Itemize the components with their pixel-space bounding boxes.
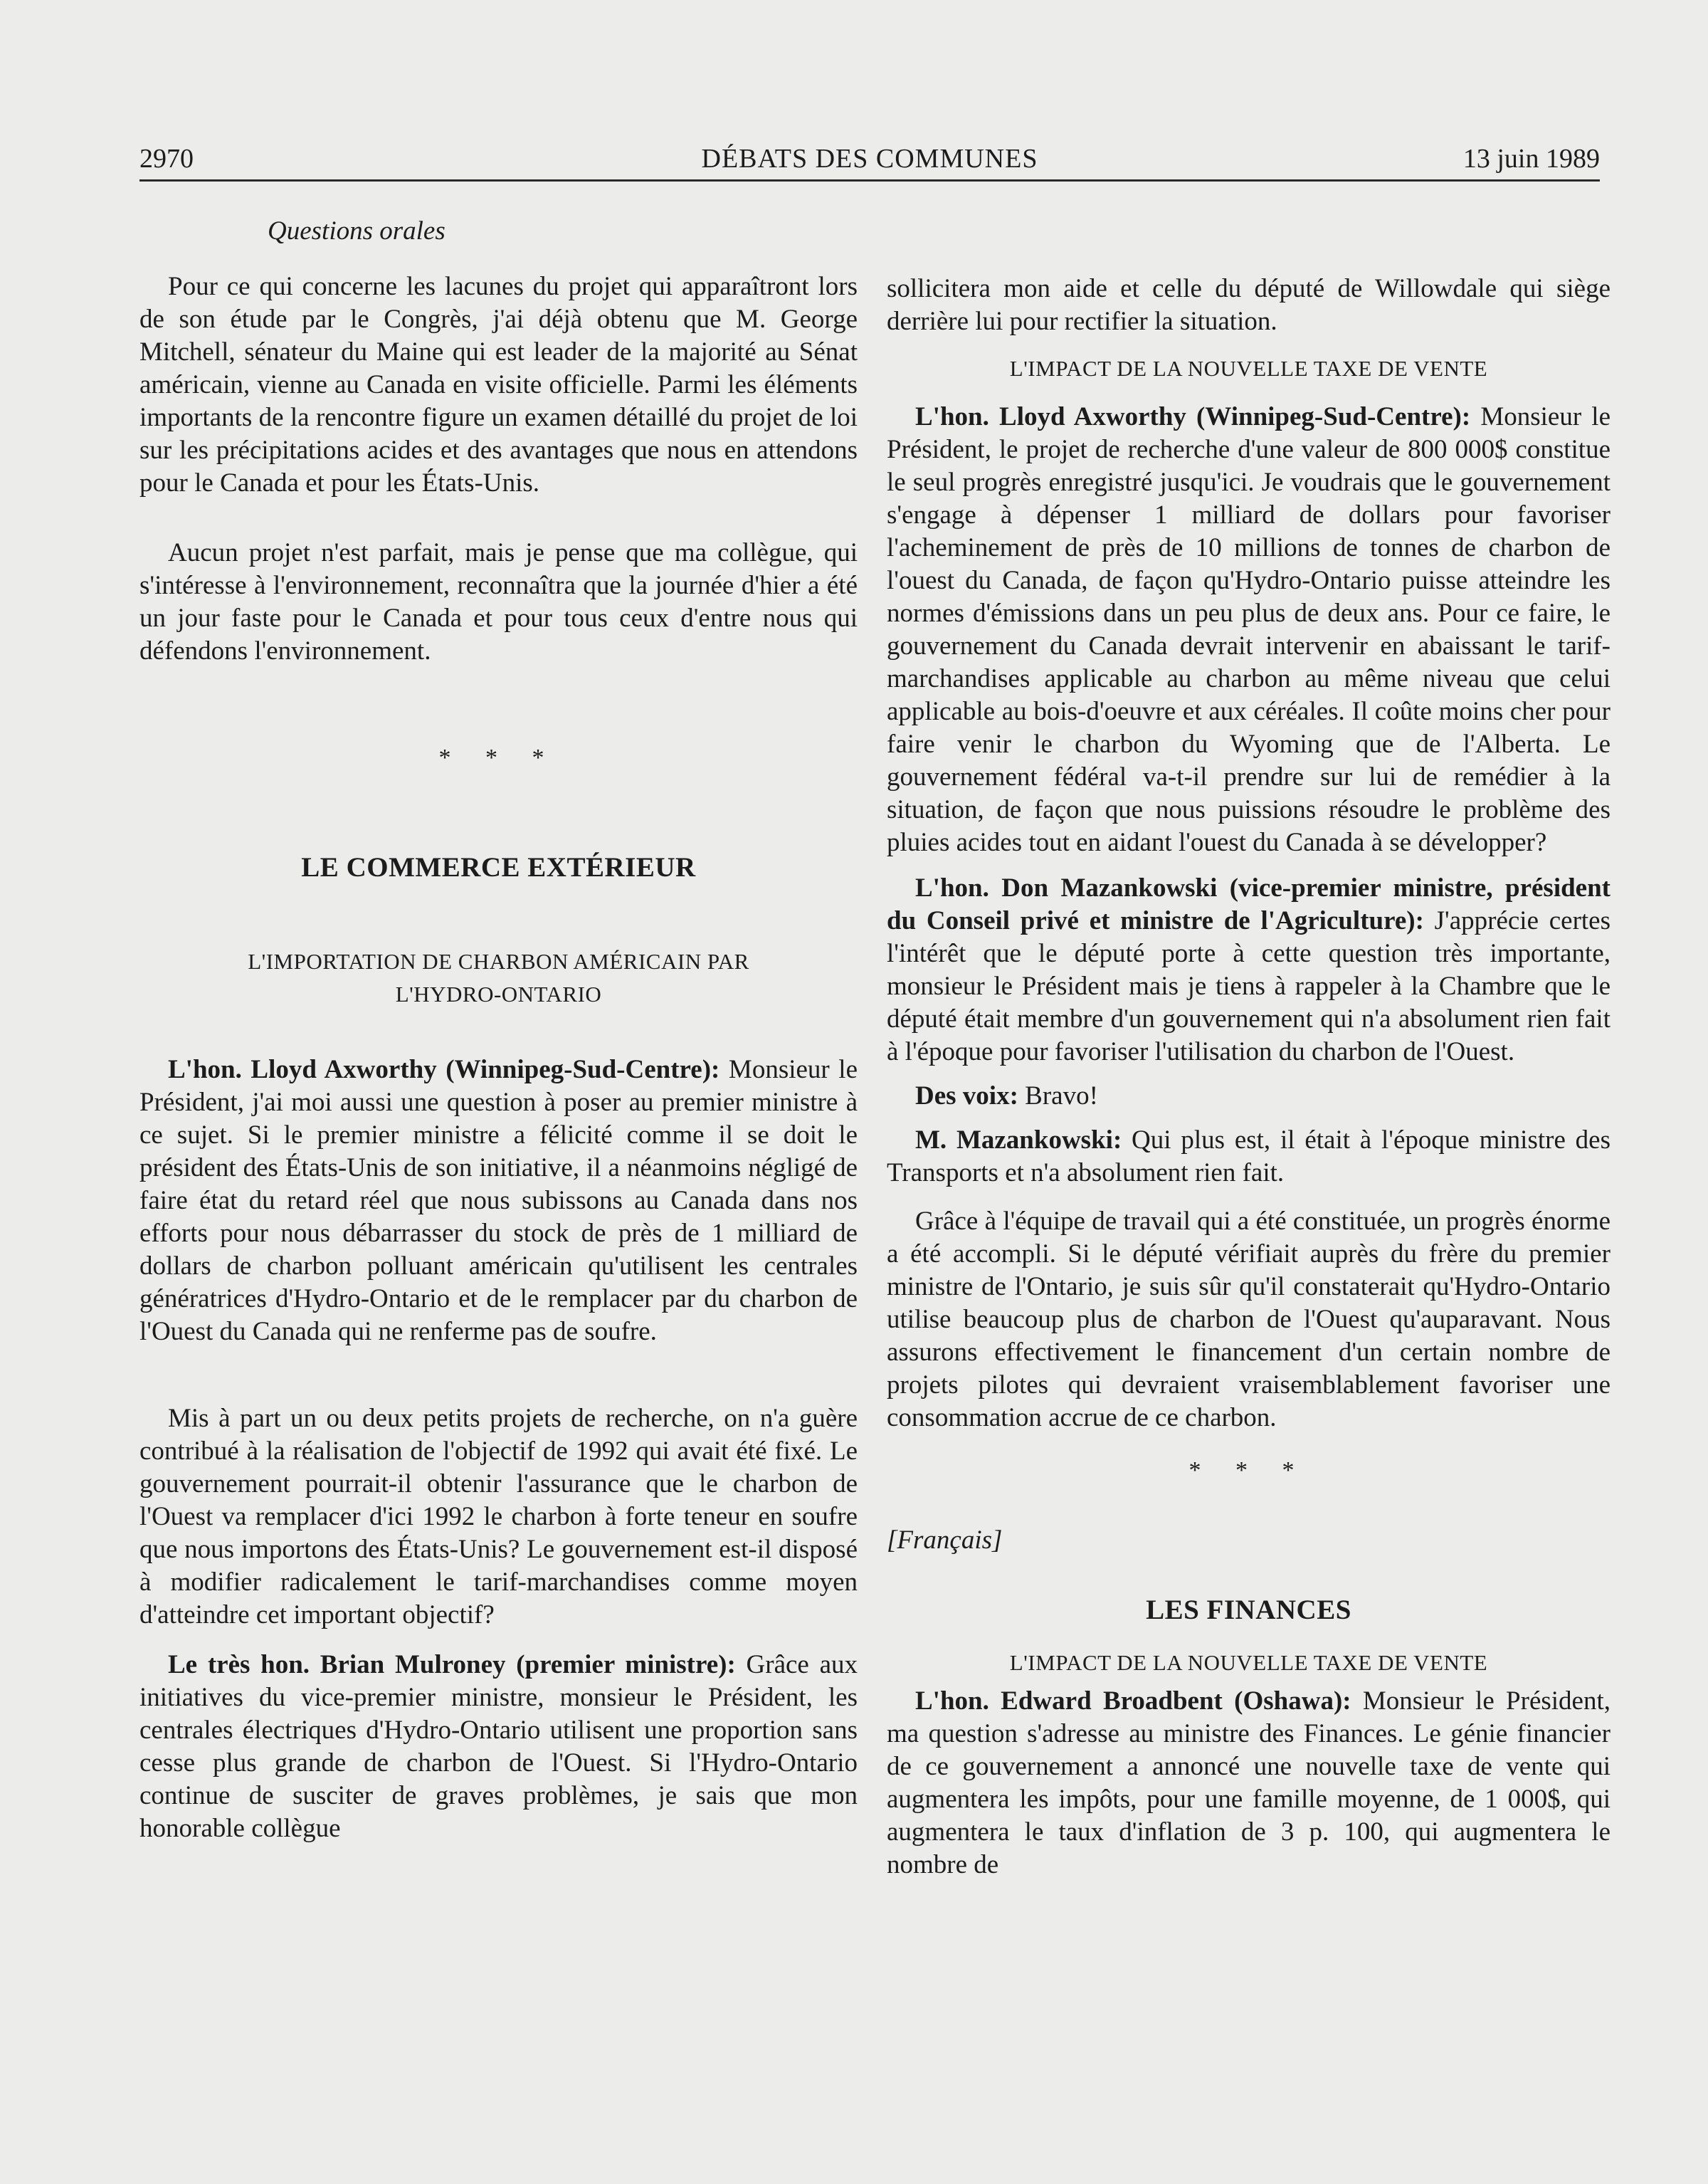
paragraph: Aucun projet n'est parfait, mais je pense que ma collègue, qui s'intéresse à l'environnement, reconnaîtra que la journée d'hier a été un jour faste pour le Canada et pour tous ceux d'entre nous qui défendons l'environnement. xyxy=(139,538,858,666)
section-separator: * * * xyxy=(438,745,559,771)
speaker-name: M. Mazankowski: xyxy=(915,1125,1122,1155)
speech-text: Grâce aux initiatives du vice-premier ministre, monsieur le Président, les centrales électriques d'Hydro-Ontario utilisent une proportion sans cesse plus grande de charbon de l'Ouest. Si l'Hydro-Ontario continue de susciter de graves problèmes, je sais que mon honorable collègue xyxy=(139,1650,858,1843)
publication-title: DÉBATS DES COMMUNES xyxy=(701,144,1038,174)
section-heading: LE COMMERCE EXTÉRIEUR xyxy=(301,852,696,883)
speaker-name: Le très hon. Brian Mulroney (premier ministre): xyxy=(168,1650,736,1679)
speech-text: Monsieur le Président, ma question s'adresse au ministre des Finances. Le génie financier de ce gouvernement a annoncé une nouvelle taxe de vente qui augmentera les impôts, pour une famille moyenne, de 1 000$, qui augmentera le taux d'inflation de 3 p. 100, qui augmentera le nombre de xyxy=(887,1686,1611,1879)
section-title: Questions orales xyxy=(268,216,446,246)
publication-date: 13 juin 1989 xyxy=(1462,144,1600,174)
speaker-name: L'hon. Lloyd Axworthy (Winnipeg-Sud-Centre): xyxy=(168,1055,720,1084)
speaker-name: L'hon. Lloyd Axworthy (Winnipeg-Sud-Centre): xyxy=(915,402,1471,431)
speech-paragraph xyxy=(887,401,1611,859)
paragraph: sollicitera mon aide et celle du député de Willowdale qui siège derrière lui pour rectifier la situation. xyxy=(887,274,1611,336)
speech-text: Monsieur le Président, le projet de recherche d'une valeur de 800 000$ constitue le seul progrès enregistré jusqu'ici. Je voudrais que le gouvernement s'engage à dépenser 1 milliard de dollars pour favoriser l'acheminement de près de 10 millions de tonnes de charbon de l'ouest du Canada, de façon qu'Hydro-Ontario puisse atteindre les normes d'émissions dans un peu plus de deux ans. Pour ce faire, le gouvernement du Canada devrait intervenir en abaissant le tarif-marchandises applicable au charbon au même niveau que celui applicable au bois-d'oeuvre et aux céréales. Il coûte moins cher pour faire venir le charbon du Wyoming que de l'Alberta. Le gouvernement fédéral va-t-il prendre sur lui de remédier à la situation, de façon que nous puissions résoudre le problème des pluies acides tout en aidant l'ouest du Canada à se développer? xyxy=(887,402,1611,857)
section-heading: LES FINANCES xyxy=(1146,1595,1351,1625)
speech-text: Monsieur le Président, j'ai moi aussi une question à poser au premier ministre à ce sujet. Si le premier ministre a félicité comme il se doit le président des États-Unis de son initiative, il a néanmoins négligé de faire état du retard réel que nous subissons au Canada dans nos efforts pour nous débarrasser du stock de près de 1 milliard de dollars de charbon polluant américain qu'utilisent les centrales génératrices d'Hydro-Ontario et de le remplacer par du charbon de l'Ouest du Canada qui ne renferme pas de soufre. xyxy=(139,1055,858,1346)
speech-text: Qui plus est, il était à l'époque ministre des Transports et n'a absolument rien fait. xyxy=(887,1125,1611,1187)
subheading: L'IMPACT DE LA NOUVELLE TAXE DE VENTE xyxy=(1009,1650,1488,1675)
subheading: L'IMPACT DE LA NOUVELLE TAXE DE VENTE xyxy=(1009,356,1488,381)
speech-text: J'apprécie certes l'intérêt que le député porte à cette question très importante, monsieur le Président mais je tiens à rappeler à la Chambre que le député était membre d'un gouvernement qui n'a absolument rien fait à l'époque pour favoriser l'utilisation du charbon de l'Ouest. xyxy=(887,906,1611,1066)
speech-text: Bravo! xyxy=(1018,1081,1098,1111)
speech-paragraph xyxy=(887,872,1611,1069)
page-header xyxy=(139,140,1600,178)
speaker-name: Des voix: xyxy=(915,1081,1018,1111)
paragraph: Grâce à l'équipe de travail qui a été constituée, un progrès énorme a été accompli. Si le député vérifiait auprès du frère du premier ministre de l'Ontario, je suis sûr qu'il constaterait qu'Hydro-Ontario utilise beaucoup plus de charbon de l'Ouest qu'auparavant. Nous assurons effectivement le financement d'un certain nombre de projets pilotes qui devraient vraisemblablement favoriser une consommation accrue de ce charbon. xyxy=(887,1207,1611,1432)
header-rule xyxy=(139,179,1600,182)
language-note: [Français] xyxy=(887,1526,1003,1555)
paragraph: Pour ce qui concerne les lacunes du projet qui apparaîtront lors de son étude par le Congrès, j'ai déjà obtenu que M. George Mitchell, sénateur du Maine qui est leader de la majorité au Sénat américain, vienne au Canada en visite officielle. Parmi les éléments importants de la rencontre figure un examen détaillé du projet de loi sur les précipitations acides et des avantages que nous en attendons pour le Canada et pour les États-Unis. xyxy=(139,272,858,498)
paragraph: Mis à part un ou deux petits projets de recherche, on n'a guère contribué à la réalisation de l'objectif de 1992 qui avait été fixé. Le gouvernement pourrait-il obtenir l'assurance que le charbon de l'Ouest va remplacer d'ici 1992 le charbon à forte teneur en soufre que nous importons des États-Unis? Le gouvernement est-il disposé à modifier radicalement le tarif-marchandises comme moyen d'atteindre cet important objectif? xyxy=(139,1404,858,1629)
section-separator: * * * xyxy=(1188,1457,1309,1484)
right-column xyxy=(887,273,1611,1881)
subheading: L'IMPORTATION DE CHARBON AMÉRICAIN PAR xyxy=(248,949,749,974)
speech-paragraph xyxy=(887,1080,1611,1113)
subheading: L'HYDRO-ONTARIO xyxy=(395,982,602,1007)
speech-paragraph xyxy=(139,1054,858,1348)
speech-paragraph xyxy=(887,1685,1611,1881)
speaker-name: L'hon. Edward Broadbent (Oshawa): xyxy=(915,1686,1351,1716)
speech-paragraph xyxy=(887,1124,1611,1190)
speaker-name: L'hon. Don Mazankowski (vice-premier ministre, président du Conseil privé et ministre de l'Agriculture): xyxy=(887,873,1611,935)
left-column xyxy=(139,215,858,1845)
page-number: 2970 xyxy=(139,144,194,174)
speech-paragraph xyxy=(139,1649,858,1845)
